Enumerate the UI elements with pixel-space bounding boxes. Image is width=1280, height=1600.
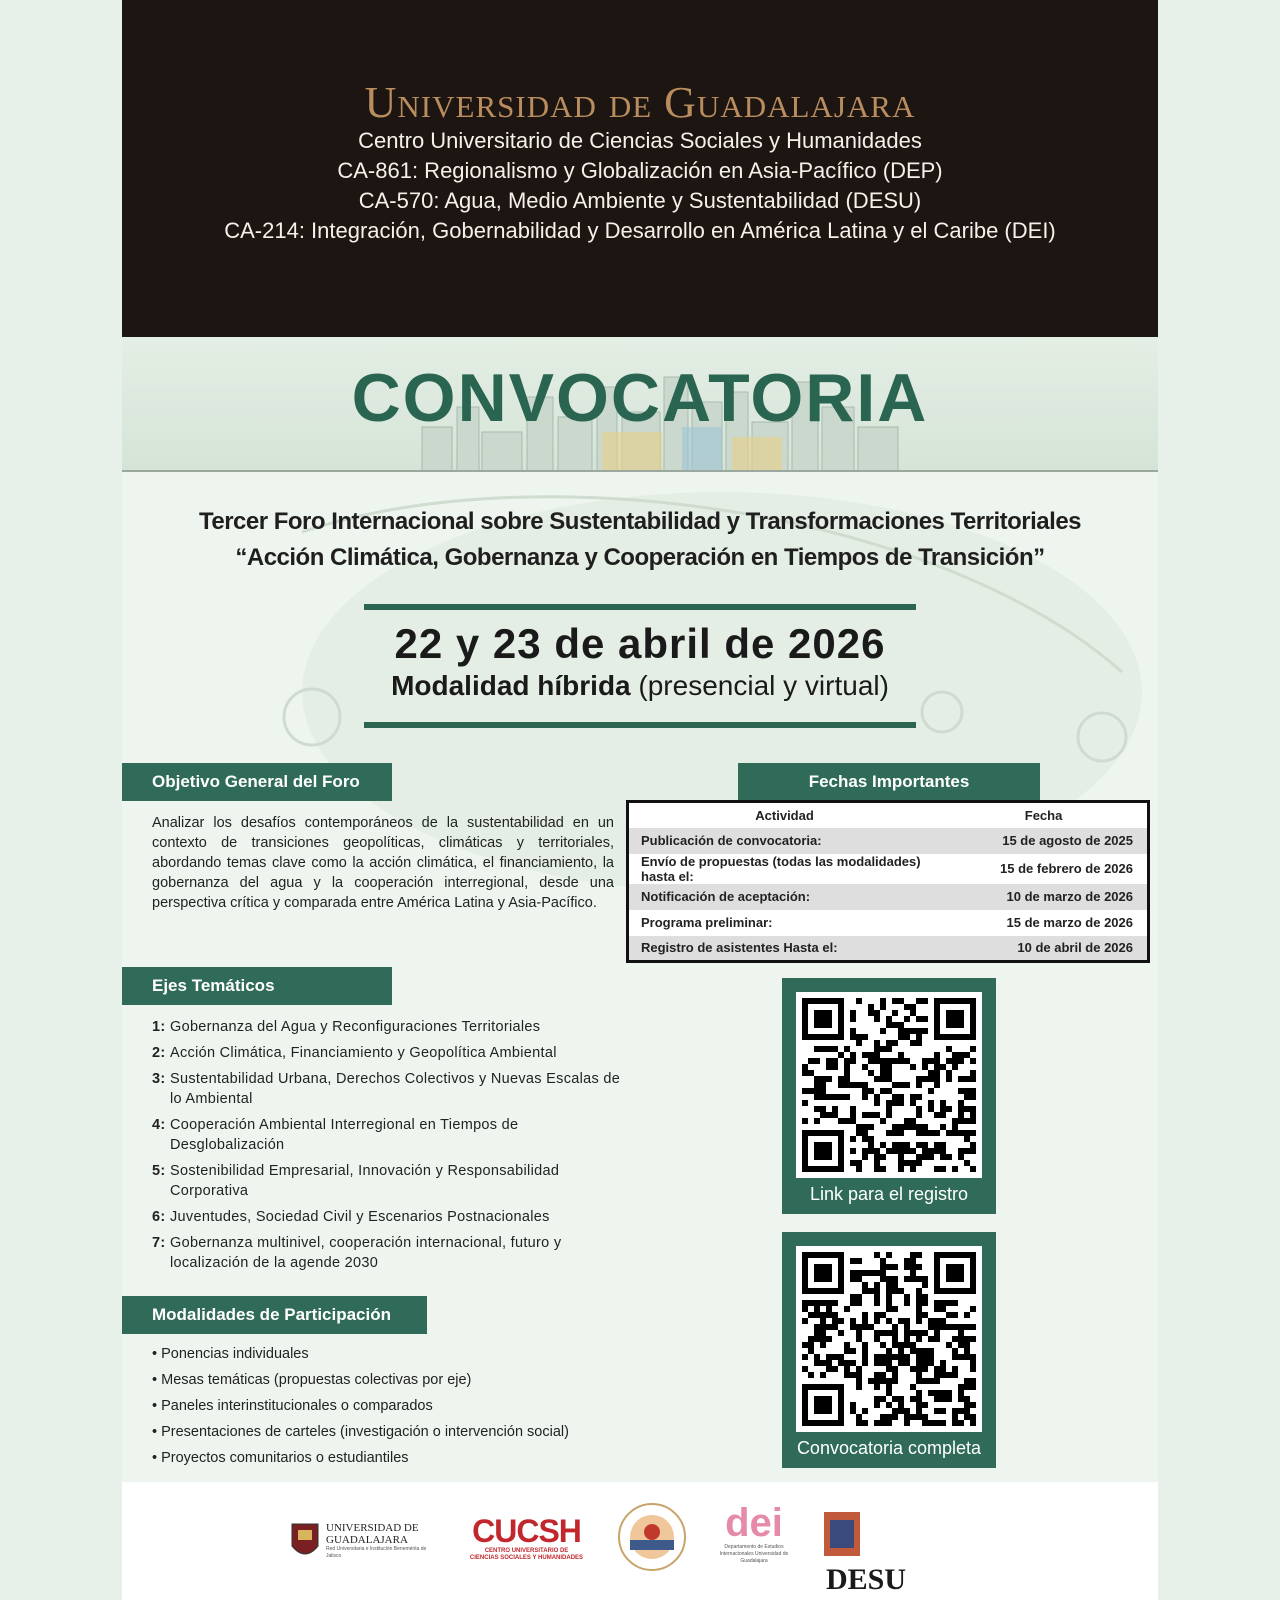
- event-mode-bold: Modalidad híbrida: [391, 670, 631, 701]
- activity-cell: Publicación de convocatoria:: [628, 828, 941, 854]
- convocatoria-title: CONVOCATORIA: [351, 360, 929, 436]
- header-line-3: CA-570: Agua, Medio Ambiente y Sustentabilidad (DESU): [358, 188, 922, 213]
- desu-logo: [822, 1510, 942, 1600]
- date-cell: 15 de febrero de 2026: [1000, 861, 1133, 876]
- university-name: Universidad de Guadalajara: [364, 78, 916, 127]
- divider-top: [364, 604, 916, 610]
- poster: [122, 0, 1158, 1600]
- header: [122, 0, 1158, 337]
- list-item: [152, 1017, 622, 1037]
- dei-logo: [714, 1502, 794, 1565]
- axis-number: 4:: [152, 1117, 166, 1133]
- forum-title-block: [122, 504, 1158, 576]
- axis-text: Cooperación Ambiental Interregional en Tiempos de Desglobalización: [170, 1117, 519, 1153]
- divider-bottom: [364, 722, 916, 728]
- list-item: • Presentaciones de carteles (investigación o intervención social): [152, 1422, 632, 1442]
- table-row: [628, 854, 1149, 884]
- activity-cell: Envío de propuestas (todas las modalidades) hasta el:: [641, 853, 921, 884]
- cucsh-subtitle-2: CIENCIAS SOCIALES Y HUMANIDADES: [469, 1555, 584, 1561]
- list-item: [152, 1115, 622, 1155]
- date-cell: 10 de abril de 2026: [940, 936, 1148, 962]
- objective-text: Analizar los desafíos contemporáneos de la sustentabilidad en un contexto de transiciones geopolíticas, climáticas y territoriales, abordando temas clave como la acción climática, el financiamiento, la gobernanza del agua y la cooperación interregional, desde una perspectiva crítica y comparada entre América Latina y Asia-Pacífico.: [152, 815, 614, 911]
- desu-name: DESU: [826, 1563, 907, 1596]
- axis-text: Gobernanza multinivel, cooperación internacional, futuro y localización de la agende 2030: [170, 1235, 562, 1271]
- cucsh-name: CUCSH: [472, 1513, 581, 1549]
- asia-studies-seal: [617, 1502, 687, 1577]
- table-row: [628, 828, 1149, 854]
- objective-heading: Objetivo General del Foro: [122, 763, 392, 801]
- list-item: [152, 1069, 622, 1109]
- list-item: • Mesas temáticas (propuestas colectivas por eje): [152, 1370, 632, 1390]
- full-call-qr-card[interactable]: [782, 1232, 996, 1468]
- list-item: [152, 1233, 622, 1273]
- seal-icon: [617, 1502, 687, 1572]
- date-cell: 10 de marzo de 2026: [940, 884, 1148, 910]
- registration-qr-card[interactable]: [782, 978, 996, 1214]
- list-item: • Paneles interinstitucionales o comparados: [152, 1396, 632, 1416]
- qr-code-icon: [802, 1252, 976, 1426]
- header-line-2: CA-861: Regionalismo y Globalización en Asia-Pacífico (DEP): [337, 158, 943, 183]
- axis-number: 7:: [152, 1235, 166, 1251]
- cucsh-logo: [464, 1514, 589, 1562]
- full-call-qr-code[interactable]: [796, 1246, 982, 1432]
- desu-emblem-icon: [822, 1510, 862, 1558]
- convocatoria-banner: [122, 337, 1158, 472]
- axes-heading: Ejes Temáticos: [122, 967, 392, 1005]
- date-cell: 15 de agosto de 2025: [940, 828, 1148, 854]
- axis-text: Acción Climática, Financiamiento y Geopolítica Ambiental: [170, 1045, 557, 1061]
- table-row: [628, 910, 1149, 936]
- event-mode-detail: (presencial y virtual): [638, 670, 889, 701]
- axis-number: 2:: [152, 1045, 166, 1061]
- activity-cell: Programa preliminar:: [641, 915, 773, 930]
- axis-number: 3:: [152, 1071, 166, 1087]
- event-mode: [122, 670, 1158, 702]
- registration-qr-code[interactable]: [796, 992, 982, 1178]
- table-header-row: [628, 802, 1149, 828]
- udg-logo: [290, 1522, 440, 1562]
- udg-subtitle: Red Universitaria e Institución Benemérita de Jalisco: [326, 1546, 427, 1559]
- header-line-4: CA-214: Integración, Gobernabilidad y Desarrollo en América Latina y el Caribe (DEI): [224, 218, 1056, 243]
- list-item: [152, 1043, 622, 1063]
- udg-crest-icon: [290, 1522, 320, 1562]
- column-date: Fecha: [1024, 807, 1063, 823]
- important-dates-table: [626, 800, 1150, 963]
- header-line-1: Centro Universitario de Ciencias Sociales y Humanidades: [358, 128, 922, 153]
- footer-logos: [122, 1482, 1158, 1600]
- axis-number: 1:: [152, 1019, 166, 1035]
- list-item: [152, 1207, 622, 1227]
- modalities-list: [152, 1344, 632, 1474]
- list-item: • Proyectos comunitarios o estudiantiles: [152, 1448, 632, 1468]
- axis-text: Juventudes, Sociedad Civil y Escenarios Postnacionales: [170, 1209, 550, 1225]
- axis-number: 6:: [152, 1209, 166, 1225]
- axis-text: Sustentabilidad Urbana, Derechos Colectivos y Nuevas Escalas de lo Ambiental: [170, 1071, 621, 1107]
- list-item: • Ponencias individuales: [152, 1344, 632, 1364]
- event-date: 22 y 23 de abril de 2026: [394, 620, 886, 667]
- activity-cell: Registro de asistentes Hasta el:: [628, 936, 941, 962]
- full-call-label[interactable]: Convocatoria completa: [796, 1438, 982, 1458]
- cucsh-subtitle-1: CENTRO UNIVERSITARIO DE: [484, 1548, 569, 1554]
- table-row: [628, 936, 1149, 962]
- dei-subtitle: Departamento de Estudios Internacionales Universidad de Guadalajara: [719, 1544, 789, 1564]
- modalities-heading: Modalidades de Participación: [122, 1296, 427, 1334]
- date-cell: 15 de marzo de 2026: [1006, 915, 1133, 930]
- registration-link-label[interactable]: Link para el registro: [809, 1184, 969, 1204]
- dates-heading: Fechas Importantes: [738, 763, 1040, 801]
- forum-subtitle: “Acción Climática, Gobernanza y Cooperación en Tiempos de Transición”: [235, 544, 1045, 571]
- forum-title: Tercer Foro Internacional sobre Sustentabilidad y Transformaciones Territoriales: [198, 508, 1082, 535]
- table-row: [628, 884, 1149, 910]
- activity-cell: Notificación de aceptación:: [628, 884, 941, 910]
- axis-text: Sostenibilidad Empresarial, Innovación y Responsabilidad Corporativa: [170, 1163, 560, 1199]
- column-activity: Actividad: [755, 807, 814, 823]
- udg-name: UNIVERSIDAD DE GUADALAJARA: [326, 1522, 419, 1546]
- qr-code-icon: [802, 998, 976, 1172]
- axes-list: [152, 1017, 622, 1279]
- dei-name: dei: [725, 1501, 783, 1545]
- axis-text: Gobernanza del Agua y Reconfiguraciones Territoriales: [170, 1019, 541, 1035]
- list-item: [152, 1161, 622, 1201]
- axis-number: 5:: [152, 1163, 166, 1179]
